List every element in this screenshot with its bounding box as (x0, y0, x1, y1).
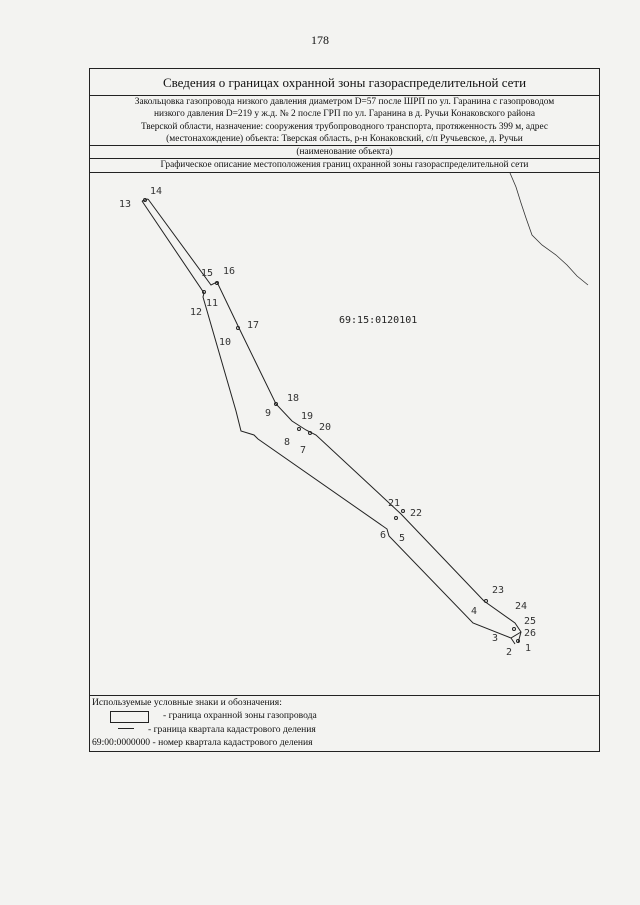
vertex-marker (237, 327, 240, 330)
legend-number-symbol: 69:00:0000000 (92, 737, 151, 748)
object-name-caption: (наименование объекта) (90, 146, 599, 159)
protection-zone-boundary-end-top (142, 199, 148, 201)
vertex-marker (402, 510, 405, 513)
point-label: 17 (247, 320, 260, 331)
graphic-caption: Графическое описание местоположения границ охранной зоны газораспределительной сети (90, 159, 599, 173)
vertex-marker (513, 628, 516, 631)
point-label: 11 (206, 298, 219, 309)
point-label: 7 (300, 445, 307, 456)
point-label: 3 (492, 633, 499, 644)
point-label: 19 (301, 411, 314, 422)
legend-number-text: - номер квартала кадастрового деления (152, 737, 313, 748)
vertex-marker (517, 640, 520, 643)
point-label: 2 (506, 647, 513, 658)
point-label: 24 (515, 601, 528, 612)
point-label: 14 (150, 186, 163, 197)
vertex-marker (298, 428, 301, 431)
point-label: 20 (319, 422, 332, 433)
point-label: 12 (190, 307, 203, 318)
vertex-marker (395, 517, 398, 520)
cadastral-quarter-number: 69:15:0120101 (339, 315, 418, 326)
section-title: Сведения о границах охранной зоны газораспределительной сети (90, 69, 599, 96)
cadastral-boundary (510, 173, 588, 285)
description-line: (местонахождение) объекта: Тверская область, р-н Конаковский, с/п Ручьевское, д. Ручьи (166, 133, 523, 144)
point-label: 26 (524, 628, 537, 639)
description-line: низкого давления D=219 у ж.д. № 2 после ГРП по ул. Гаранина в д. Ручьи Конаковского района (153, 109, 536, 120)
document-frame (89, 68, 600, 696)
point-label: 18 (287, 393, 300, 404)
protection-zone-boundary-right (148, 199, 521, 643)
legend-quarter-symbol (118, 728, 134, 729)
point-label: 21 (388, 498, 401, 509)
object-description (90, 96, 599, 146)
point-label: 13 (119, 199, 132, 210)
point-label: 8 (284, 437, 291, 448)
point-label: 23 (492, 585, 505, 596)
legend-zone-symbol (110, 711, 149, 723)
vertex-marker (203, 291, 206, 294)
point-label: 25 (524, 616, 537, 627)
point-label: 9 (265, 408, 272, 419)
point-label: 4 (471, 606, 478, 617)
description-line: Тверской области, назначение: сооружения трубопроводного транспорта, протяженность 399 м, адрес (140, 121, 549, 132)
point-label: 6 (380, 530, 387, 541)
legend-title: Используемые условные знаки и обозначения: (92, 697, 282, 708)
point-label: 5 (399, 533, 406, 544)
description-line: Закольцовка газопровода низкого давления диаметром D=57 после ШРП по ул. Гаранина с газопроводом (134, 97, 555, 107)
point-label: 1 (525, 643, 532, 654)
legend-item-number (92, 737, 313, 750)
legend-item-quarter: - граница квартала кадастрового деления (148, 724, 316, 735)
page-number: 178 (311, 33, 329, 47)
point-label: 10 (219, 337, 232, 348)
vertex-marker (309, 432, 312, 435)
point-label: 15 (201, 268, 214, 279)
legend-item-zone: - граница охранной зоны газопровода (163, 710, 317, 721)
point-label: 16 (223, 266, 236, 277)
boundary-map (90, 173, 599, 695)
legend (89, 696, 600, 752)
vertex-marker (485, 600, 488, 603)
map-drawing (90, 173, 599, 693)
point-label: 22 (410, 508, 423, 519)
